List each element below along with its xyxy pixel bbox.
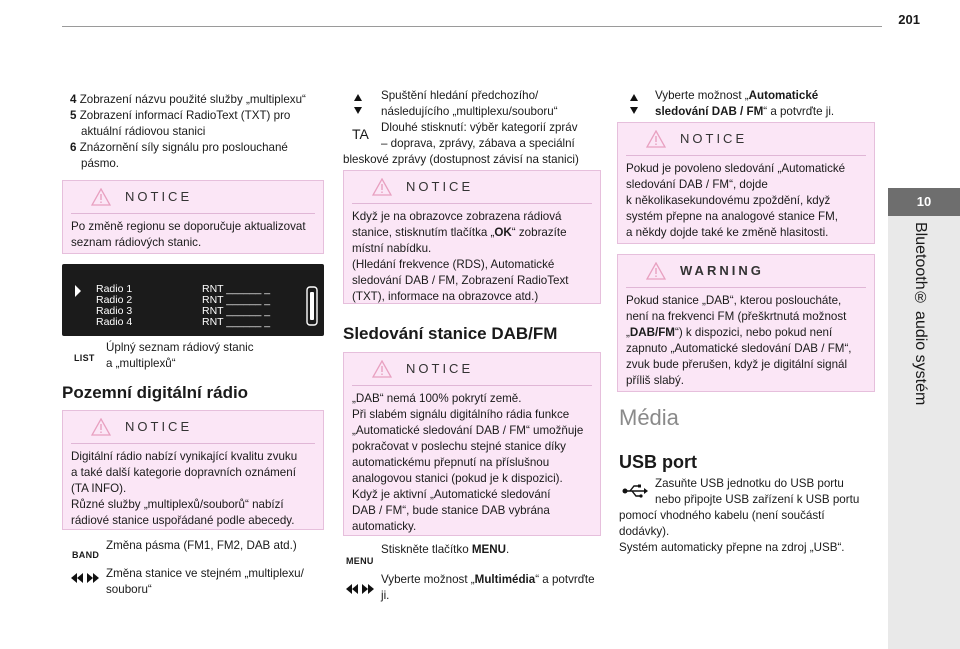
warning-triangle-icon [372,360,392,378]
notice-line: Pokud je povoleno sledování „Automatické [626,162,846,175]
notice-line: Když je na obrazovce zobrazena rádiová [352,210,562,223]
notice-title: NOTICE [406,179,474,194]
select-auto-tracking: Vyberte možnost „Automatické sledování DAB / FM“ a potvrďte ji. [655,89,835,118]
station-name: Radio 3 [96,305,133,317]
notice-line: pokračovat v poslechu stejné stanice díky [352,440,566,453]
ta-icon: TA [352,126,369,142]
station-rnt: RNT ______ _ [202,294,271,306]
notice-line: stanice, stisknutím tlačítka „OK“ zobrazíte [352,226,567,239]
notice-line: a také další kategorie dopravních oznámení [71,466,296,479]
list-item-cont: aktuální rádiovou stanici [81,125,206,138]
notice-line: analogovou stanici (pokud je k dispozici). [352,472,563,485]
list-description: Úplný seznam rádiový stanic a „multiplexů“ [106,341,254,370]
notice-title: NOTICE [406,361,474,376]
notice-line: sledování DAB / FM“, dojde [626,178,768,191]
notice-line: Po změně regionu se doporučuje aktualizovat [71,220,306,233]
chapter-tab[interactable]: 10 [888,188,960,216]
play-arrow-icon [74,284,82,298]
notice-line: místní nabídku. [352,242,432,255]
notice-line: DAB / FM“, bude stanice DAB vybrána [352,504,550,517]
band-description: Změna pásma (FM1, FM2, DAB atd.) [106,539,297,552]
warning-line: není na frekvenci FM (přeškrtnutá možnost [626,310,847,323]
notice-title: NOTICE [125,419,193,434]
notice-line: systém přepne na analogové stanice FM, [626,210,839,223]
notice-title: NOTICE [680,131,748,146]
warning-line: zvuk bude přerušen, když je digitální signál [626,358,848,371]
section-heading-digital-radio: Pozemní digitální rádio [62,383,249,402]
ta-description-cont: bleskové zprávy (dostupnost závisí na stanici) [343,153,579,166]
warning-triangle-icon [91,418,111,436]
notice-line: Při slabém signálu digitálního rádia funkce [352,408,570,421]
station-rnt: RNT ______ _ [202,283,271,295]
notice-line: rádiové stanice uspořádané podle abecedy. [71,514,295,527]
station-rnt: RNT ______ _ [202,305,271,317]
station-name: Radio 4 [96,316,133,328]
list-item-cont: pásmo. [81,157,120,170]
section-heading-usb: USB port [619,452,697,472]
notice-line: „Automatické sledování DAB / FM“ umožňuje [352,424,584,437]
prev-next-arrows-icon [70,572,100,584]
warning-line: příliš slabý. [626,374,684,387]
notice-line: Digitální rádio nabízí vynikající kvalitu zvuku [71,450,298,463]
list-item: 4 Zobrazení názvu použité služby „multiplexu“ [70,93,306,106]
arrows-description: Změna stanice ve stejném „multiplexu/ souboru“ [106,567,304,596]
warning-triangle-icon [646,262,666,280]
numbered-list [70,92,330,172]
warning-box [617,254,875,392]
warning-triangle-icon [91,188,111,206]
menu-icon: MENU [346,556,374,566]
station-name: Radio 2 [96,294,133,306]
section-heading-media: Média [619,405,679,430]
notice-line: sledování DAB / FM, Zobrazení RadioText [352,274,569,287]
band-icon: BAND [72,550,100,560]
notice-line: a někdy dojde také ke změně hlasitosti. [626,226,829,239]
notice-line: (Hledání frekvence (RDS), Automatické [352,258,555,271]
usb-description-cont: pomocí vhodného kabelu (není součástí dodávky). Systém automaticky přepne na zdroj „USB“. [619,509,845,554]
notice-title: NOTICE [125,189,193,204]
warning-line: Pokud stanice „DAB“, kterou posloucháte, [626,294,842,307]
scrollbar[interactable] [306,286,318,326]
page-number: 201 [898,12,920,27]
station-rnt: RNT ______ _ [202,316,271,328]
notice-line: (TA INFO). [71,482,127,495]
usb-icon [622,484,648,498]
notice-box-digital [62,410,324,530]
warning-title: WARNING [680,263,764,278]
select-multimedia: Vyberte možnost „Multimédia“ a potvrďte ji. [381,573,595,602]
list-icon: LIST [74,353,95,363]
ta-description: Dlouhé stisknutí: výběr kategorií zpráv – doprava, zprávy, zábava a speciální [381,121,578,150]
notice-line: (TXT), informace na obrazovce atd.) [352,290,539,303]
warning-triangle-icon [372,178,392,196]
notice-line: automatickému přepnutí na příslušnou [352,456,550,469]
search-description: Spuštění hledání předchozího/ následujícího „multiplexu/souboru“ [381,89,558,118]
chapter-title: Bluetooth® audio systém [912,222,929,406]
notice-line: Různé služby „multiplexů/souborů“ nabízí [71,498,284,511]
menu-instruction: Stiskněte tlačítko MENU. [381,543,510,556]
warning-triangle-icon [646,130,666,148]
notice-line: k několikasekundovému zpoždění, když [626,194,831,207]
notice-box-delay [617,122,875,244]
header-rule [62,26,882,27]
warning-line: „DAB/FM“) k dispozici, nebo pokud není [626,326,833,339]
notice-box-region [62,180,324,254]
section-heading-dab-fm: Sledování stanice DAB/FM [343,324,558,343]
notice-box-ok [343,170,601,304]
list-item: 6 Znázornění síly signálu pro poslouchané [70,141,288,154]
radio-screen [62,264,324,336]
usb-description: Zasuňte USB jednotku do USB portu nebo připojte USB zařízení k USB portu [655,477,860,506]
prev-next-arrows-icon [345,583,375,595]
notice-line: seznam rádiových stanic. [71,236,202,249]
notice-line: automaticky. [352,520,417,533]
up-down-arrows-icon [629,92,639,116]
station-name: Radio 1 [96,283,133,295]
notice-line: „DAB“ nemá 100% pokrytí země. [352,392,522,405]
notice-box-dab [343,352,601,536]
up-down-arrows-icon [353,92,363,116]
list-item: 5 Zobrazení informací RadioText (TXT) pro [70,109,291,122]
notice-line: Když je aktivní „Automatické sledování [352,488,551,501]
warning-line: zapnuto „Automatické sledování DAB / FM“, [626,342,852,355]
